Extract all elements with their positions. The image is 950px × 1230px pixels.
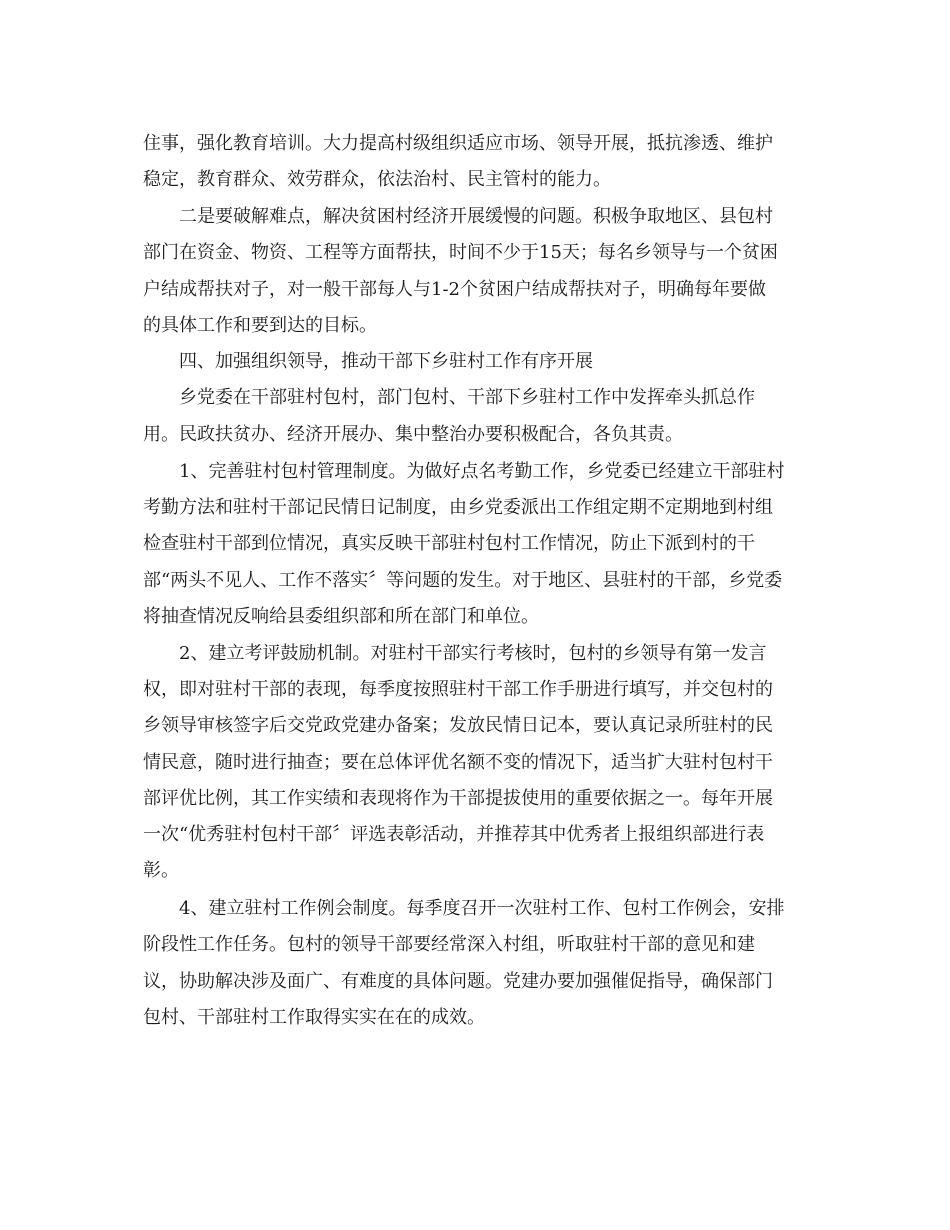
text-line: 一次“优秀驻村包村干部〞评选表彰活动，并推荐其中优秀者上报组织部进行表 bbox=[143, 824, 765, 845]
text-line: 包村、干部驻村工作取得实实在在的成效。 bbox=[143, 1007, 485, 1028]
text-line: 2、建立考评鼓励机制。对驻村干部实行考核时，包村的乡领导有第一发言 bbox=[179, 643, 767, 664]
text-line: 乡领导审核签字后交党政党建办备案；发放民情日记本，要认真记录所驻村的民 bbox=[143, 715, 773, 736]
text-line: 户结成帮扶对子，对一般干部每人与1-2个贫困户结成帮扶对子，明确每年要做 bbox=[143, 279, 766, 300]
text-line: 4、建立驻村工作例会制度。每季度召开一次驻村工作、包村工作例会，安排 bbox=[179, 898, 785, 919]
text-line: 部门在资金、物资、工程等方面帮扶，时间不少于15天；每名乡领导与一个贫困 bbox=[143, 242, 778, 263]
text-line: 的具体工作和要到达的目标。 bbox=[143, 315, 377, 336]
text-line: 住事，强化教育培训。大力提高村级组织适应市场、领导开展，抵抗渗透、维护 bbox=[143, 133, 773, 154]
text-line: 将抽查情况反响给县委组织部和所在部门和单位。 bbox=[143, 606, 539, 627]
text-line: 用。民政扶贫办、经济开展办、集中整治办要积极配合，各负其责。 bbox=[143, 424, 683, 445]
text-line: 议，协助解决涉及面广、有难度的具体问题。党建办要加强催促指导，确保部门 bbox=[143, 971, 773, 992]
text-line: 部评优比例，其工作实绩和表现将作为干部提拔使用的重要依据之一。每年开展 bbox=[143, 788, 773, 809]
text-line: 检查驻村干部到位情况，真实反映干部驻村包村工作情况，防止下派到村的干 bbox=[143, 533, 755, 554]
text-line: 阶段性工作任务。包村的领导干部要经常深入村组，听取驻村干部的意见和建 bbox=[143, 934, 755, 955]
section-heading: 四、加强组织领导，推动干部下乡驻村工作有序开展 bbox=[179, 351, 593, 372]
text-line: 稳定，教育群众、效劳群众，依法治村、民主管村的能力。 bbox=[143, 169, 611, 190]
text-line: 乡党委在干部驻村包村，部门包村、干部下乡驻村工作中发挥牵头抓总作 bbox=[179, 387, 755, 408]
text-line: 二是要破解难点，解决贫困村经济开展缓慢的问题。积极争取地区、县包村 bbox=[179, 206, 773, 227]
text-line: 情民意，随时进行抽查；要在总体评优名额不变的情况下，适当扩大驻村包村干 bbox=[143, 752, 773, 773]
text-line: 1、完善驻村包村管理制度。为做好点名考勤工作，乡党委已经建立干部驻村 bbox=[179, 461, 785, 482]
text-line: 考勤方法和驻村干部记民情日记制度，由乡党委派出工作组定期不定期地到村组 bbox=[143, 497, 773, 518]
text-line: 部“两头不见人、工作不落实〞等问题的发生。对于地区、县驻村的干部，乡党委 bbox=[143, 570, 783, 591]
text-line: 权，即对驻村干部的表现，每季度按照驻村干部工作手册进行填写，并交包村的 bbox=[143, 679, 773, 700]
text-line: 彰。 bbox=[143, 860, 179, 881]
